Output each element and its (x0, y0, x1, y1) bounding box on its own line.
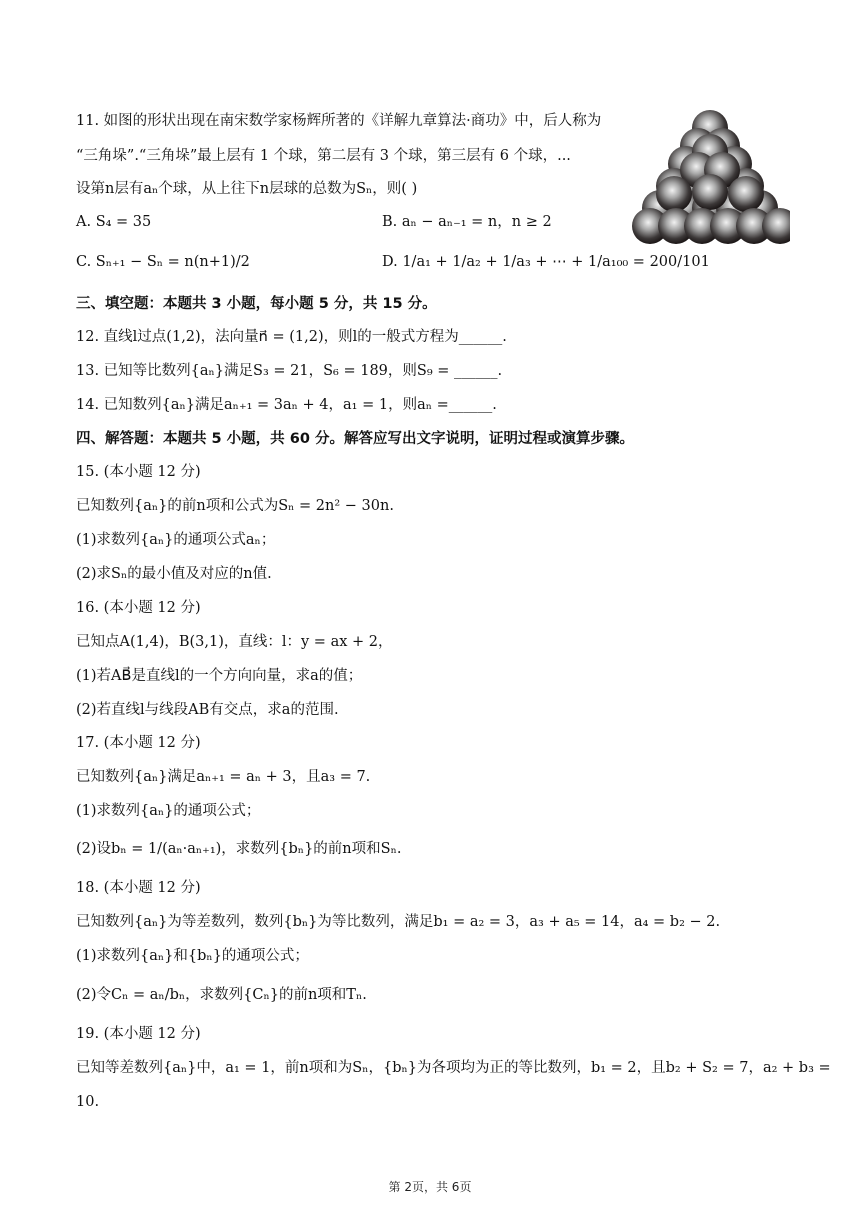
balls-group (632, 110, 790, 244)
ball (656, 176, 692, 212)
q15-stem: 已知数列{aₙ}的前n项和公式为Sₙ = 2n² − 30n. (76, 498, 394, 514)
q16-part1: (1)若AB⃗是直线l的一个方向向量，求a的值； (76, 668, 363, 684)
q18-part2: (2)令Cₙ = aₙ/bₙ，求数列{Cₙ}的前n项和Tₙ. (76, 987, 367, 1003)
q14-text: 14. 已知数列{aₙ}满足aₙ₊₁ = 3aₙ + 4，a₁ = 1，则aₙ =______. (76, 397, 497, 413)
q15-part2: (2)求Sₙ的最小值及对应的n值. (76, 566, 272, 582)
q12-text: 12. 直线l过点(1,2)，法向量n⃗ = (1,2)，则l的一般式方程为______. (76, 329, 507, 345)
q19-stem-line2: 10. (76, 1094, 100, 1110)
page-footer: 第 2页，共 6页 (388, 1180, 472, 1194)
q18-stem: 已知数列{aₙ}为等差数列，数列{bₙ}为等比数列，满足b₁ = a₂ = 3，a₃ + a₅ = 14，a₄ = b₂ − 2. (76, 914, 721, 930)
ball (692, 174, 728, 210)
q18-part1: (1)求数列{aₙ}和{bₙ}的通项公式； (76, 948, 309, 964)
q11-option-d: D. 1/a₁ + 1/a₂ + 1/a₃ + ⋯ + 1/a₁₀₀ = 200/101 (382, 254, 710, 270)
q11-line1: 11. 如图的形状出现在南宋数学家杨辉所著的《详解九章算法·商功》中，后人称为 (76, 113, 602, 129)
q11-option-b: B. aₙ − aₙ₋₁ = n，n ≥ 2 (382, 214, 552, 230)
q11-line3: 设第n层有aₙ个球，从上往下n层球的总数为Sₙ，则( ) (76, 181, 418, 197)
q17-stem: 已知数列{aₙ}满足aₙ₊₁ = aₙ + 3，且a₃ = 7. (76, 769, 371, 785)
q17-part1: (1)求数列{aₙ}的通项公式； (76, 803, 261, 819)
ball (728, 176, 764, 212)
q18-title: 18. (本小题 12 分) (76, 880, 201, 896)
q11-option-a: A. S₄ = 35 (76, 214, 152, 230)
q19-stem-line1: 已知等差数列{aₙ}中，a₁ = 1，前n项和为Sₙ，{bₙ}为各项均为正的等比数列，b₁ = 2，且b₂ + S₂ = 7，a₂ + b₃ = (76, 1060, 831, 1076)
q17-title: 17. (本小题 12 分) (76, 735, 201, 751)
q19-title: 19. (本小题 12 分) (76, 1026, 201, 1042)
q15-part1: (1)求数列{aₙ}的通项公式aₙ； (76, 532, 276, 548)
section-3-heading: 三、填空题：本题共 3 小题，每小题 5 分，共 15 分。 (76, 296, 437, 312)
q16-part2: (2)若直线l与线段AB有交点，求a的范围. (76, 702, 339, 718)
q11-option-c: C. Sₙ₊₁ − Sₙ = n(n+1)/2 (76, 254, 250, 270)
q13-text: 13. 已知等比数列{aₙ}满足S₃ = 21，S₆ = 189，则S₉ = ______. (76, 363, 503, 379)
q17-part2: (2)设bₙ = 1/(aₙ·aₙ₊₁)，求数列{bₙ}的前n项和Sₙ. (76, 841, 402, 857)
section-4-heading: 四、解答题：本题共 5 小题，共 60 分。解答应写出文字说明，证明过程或演算步骤。 (76, 431, 634, 447)
triangular-stack-figure (630, 108, 790, 248)
q16-stem: 已知点A(1,4)，B(3,1)，直线：l：y = ax + 2， (76, 634, 393, 650)
q11-line2: “三角垛”.“三角垛”最上层有 1 个球，第二层有 3 个球，第三层有 6 个球，... (76, 148, 571, 164)
q16-title: 16. (本小题 12 分) (76, 600, 201, 616)
q15-title: 15. (本小题 12 分) (76, 464, 201, 480)
